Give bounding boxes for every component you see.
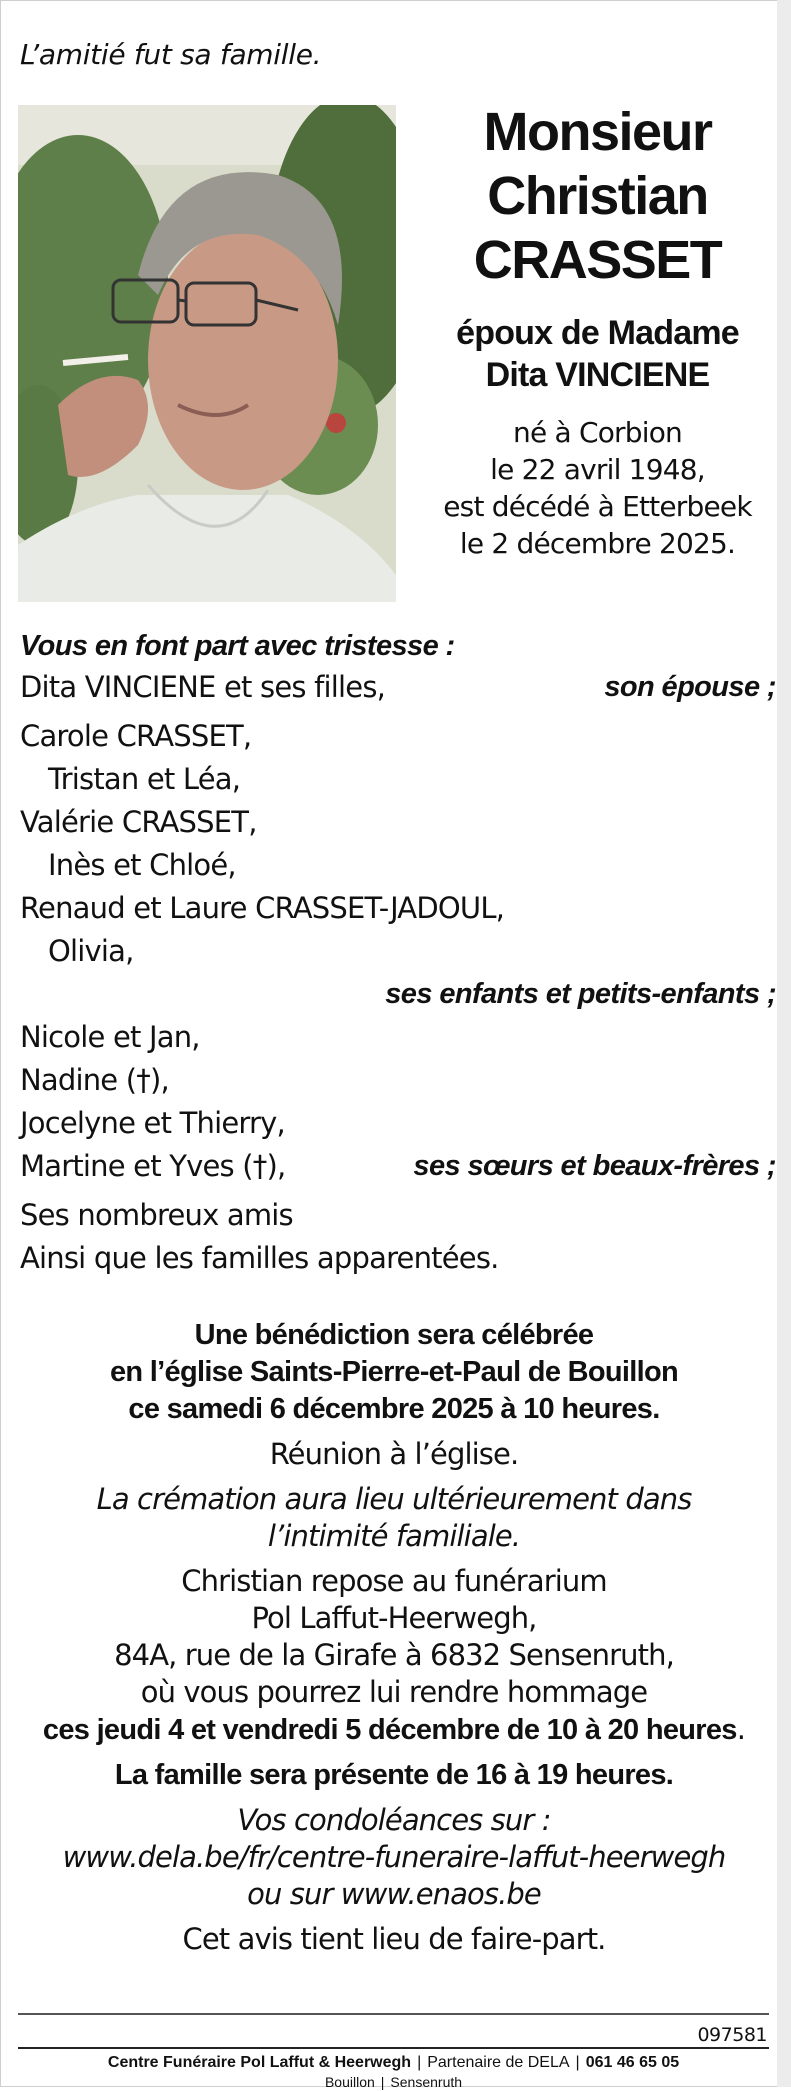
deceased-title: Monsieur [483,102,712,162]
family-presence: La famille sera présente de 16 à 19 heures. [114,1759,674,1791]
friends-entry: Ses nombreux amis [20,1198,293,1232]
closing-note: Cet avis tient lieu de faire-part. [182,1922,606,1956]
portrait-illustration [18,105,396,602]
grandchildren-entry: Tristan et Léa, [48,762,241,796]
child-entry-name: Carole CRASSET, [20,719,252,753]
funeral-home-name: Centre Funéraire Pol Laffut & Heerwegh [107,2054,412,2071]
visit-hours-line [14,1711,774,1749]
visit-hours-end: . [736,1712,746,1746]
location-bouillon: Bouillon [324,2074,375,2090]
deceased-first-name: Christian [487,166,708,226]
child-entry-name: Valérie CRASSET, [20,805,257,839]
separator: | [380,2074,385,2090]
cremation-line-1: La crémation aura lieu ultérieurement dans [96,1482,692,1516]
spouse-line-1: époux de Madame [456,314,739,352]
rest-line-3: 84A, rue de la Girafe à 6832 Sensenruth, [114,1638,674,1672]
spouse-relation: son épouse ; [604,671,776,703]
grandchildren-entry: Inès et Chloé, [48,848,236,882]
sibling-entry: Jocelyne et Thierry, [20,1106,285,1140]
blessing-line-2: en l’église Saints-Pierre-et-Paul de Bouillon [110,1356,678,1388]
blessing-line-1: Une bénédiction sera célébrée [194,1319,594,1351]
deceased-block [400,100,791,562]
condolence-line-1: Vos condoléances sur : [237,1803,551,1837]
portrait-photo [18,105,396,602]
spouse-entry [20,666,780,709]
location-sensenruth: Sensenruth [390,2074,463,2090]
spouse-entry-name: Dita VINCIENE et ses filles, [20,670,386,704]
meeting-info: Réunion à l’église. [269,1437,519,1471]
partner-label: Partenaire de DELA [427,2054,570,2071]
birth-date: le 22 avril 1948, [490,453,705,486]
condolence-link-enaos[interactable]: ou sur www.enaos.be [247,1877,541,1911]
siblings-relation: ses sœurs et beaux-frères ; [413,1150,776,1182]
spouse-line-2: Dita VINCIENE [485,356,710,394]
mourners-intro: Vous en font part avec tristesse : [20,630,455,662]
separator: | [417,2054,422,2071]
footer-divider [18,2013,769,2015]
rest-line-1: Christian repose au funérarium [181,1564,607,1598]
child-entry-name: Renaud et Laure CRASSET-JADOUL, [20,891,505,925]
visit-hours: ces jeudi 4 et vendredi 5 décembre de 10 à 20 heures [42,1714,737,1746]
rest-line-2: Pol Laffut-Heerwegh, [251,1601,537,1635]
rest-line-4: où vous pourrez lui rendre hommage [140,1675,648,1709]
grandchildren-entry: Olivia, [48,934,134,968]
reference-number: 097581 [697,2024,767,2046]
cremation-line-2: l’intimité familiale. [267,1519,521,1553]
mourners-list [20,626,780,1280]
separator: | [575,2054,580,2071]
sibling-entry: Nicole et Jan, [20,1020,200,1054]
condolence-link-dela[interactable]: www.dela.be/fr/centre-funeraire-laffut-heerwegh [62,1840,726,1874]
phone-number[interactable]: 061 46 65 05 [585,2054,680,2071]
footer-line-1 [18,2053,769,2073]
epigraph: L’amitié fut sa famille. [20,38,322,71]
children-relation: ses enfants et petits-enfants ; [385,978,776,1010]
ceremony-block [14,1317,774,1958]
blessing-line-3: ce samedi 6 décembre 2025 à 10 heures. [128,1393,660,1425]
sibling-entry: Martine et Yves (†), [20,1149,286,1183]
sibling-entry-last [20,1145,780,1188]
sibling-entry: Nadine (†), [20,1063,169,1097]
death-place: est décédé à Etterbeek [443,490,752,523]
death-date: le 2 décembre 2025. [459,527,736,560]
deceased-last-name: CRASSET [473,230,722,290]
relatives-entry: Ainsi que les familles apparentées. [20,1241,499,1275]
footer-line-2 [18,2073,769,2091]
funeral-home-footer [18,2047,769,2091]
birth-place: né à Corbion [513,416,682,449]
